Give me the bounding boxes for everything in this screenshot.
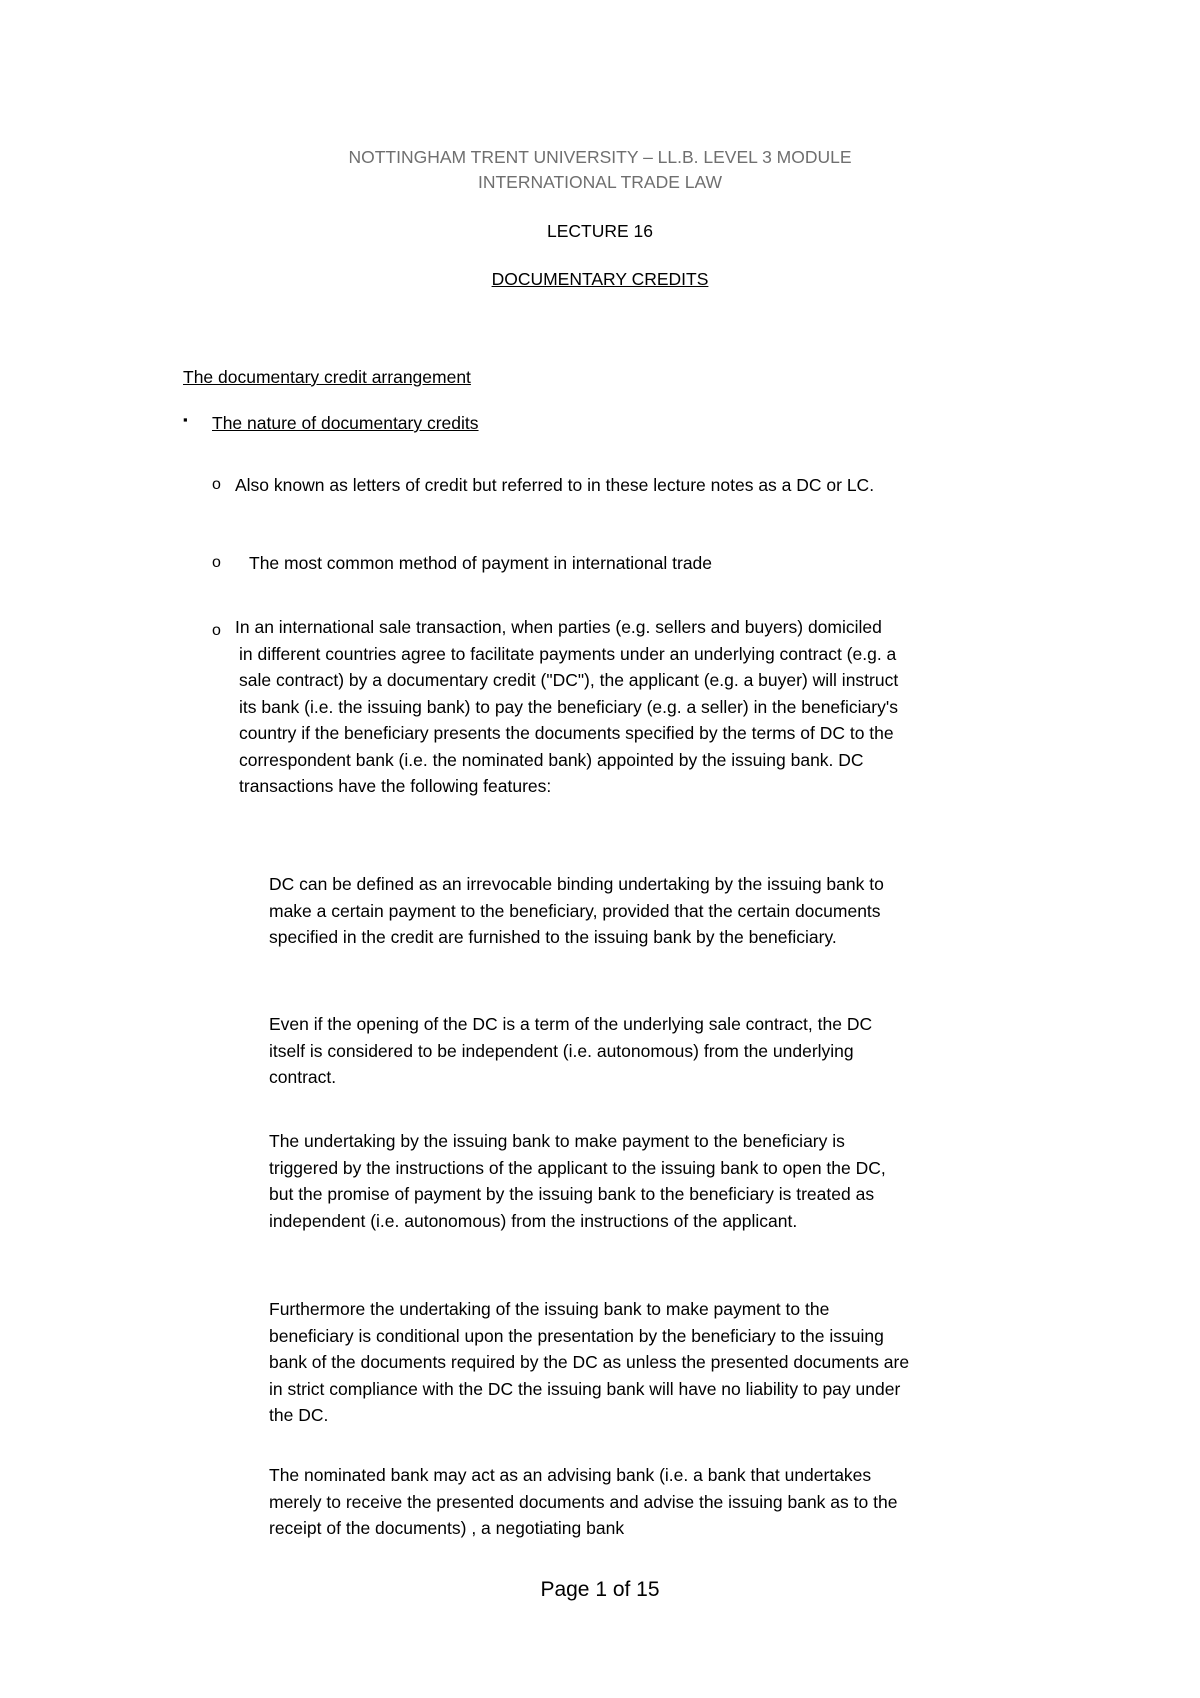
sub-item-3	[235, 614, 898, 800]
paragraph-line: beneficiary is conditional upon the presentation by the beneficiary to the issuing	[269, 1325, 884, 1346]
paragraph-line: The undertaking by the issuing bank to make payment to the beneficiary is	[269, 1131, 845, 1151]
paragraph-line: sale contract) by a documentary credit ("DC"), the applicant (e.g. a buyer) will instruct	[239, 670, 899, 690]
paragraph-line: In an international sale transaction, when parties (e.g. sellers and buyers) domiciled	[235, 617, 882, 637]
paragraph-line: but the promise of payment by the issuing bank to the beneficiary is treated as	[269, 1184, 875, 1204]
section-heading: The documentary credit arrangement	[183, 367, 471, 387]
feature-paragraph-3	[269, 1128, 886, 1234]
paragraph-line: make a certain payment to the beneficiary, provided that the certain documents	[269, 900, 881, 921]
document-title: DOCUMENTARY CREDITS	[491, 269, 709, 289]
paragraph-line: country if the beneficiary presents the documents specified by the terms of DC to the	[239, 723, 894, 743]
sub-bullet-icon: o	[212, 476, 221, 493]
paragraph-line: in different countries agree to facilitate payments under an underlying contract (e.g. a	[239, 643, 897, 664]
feature-paragraph-1	[269, 871, 884, 951]
sub-item-2: The most common method of payment in international trade	[249, 553, 713, 573]
paragraph-line: in strict compliance with the DC the issuing bank will have no liability to pay under	[269, 1378, 901, 1399]
header-line-1: NOTTINGHAM TRENT UNIVERSITY – LL.B. LEVEL 3 MODULE	[348, 147, 852, 167]
paragraph-line: itself is considered to be independent (i.e. autonomous) from the underlying	[269, 1040, 854, 1061]
sub-bullet-icon: o	[212, 622, 221, 639]
paragraph-line: DC can be defined as an irrevocable binding undertaking by the issuing bank to	[269, 874, 884, 894]
paragraph-line: specified in the credit are furnished to the issuing bank by the beneficiary.	[269, 927, 837, 947]
lecture-number: LECTURE 16	[546, 221, 653, 241]
feature-paragraph-5	[269, 1462, 897, 1542]
paragraph-line: Even if the opening of the DC is a term of the underlying sale contract, the DC	[269, 1014, 873, 1034]
page-number: Page 1 of 15	[540, 1578, 660, 1601]
header-line-2: INTERNATIONAL TRADE LAW	[477, 172, 723, 192]
paragraph-line: its bank (i.e. the issuing bank) to pay the beneficiary (e.g. a seller) in the beneficiary's	[239, 696, 898, 717]
feature-paragraph-4	[269, 1296, 909, 1429]
paragraph-line: contract.	[269, 1067, 337, 1087]
paragraph-line: correspondent bank (i.e. the nominated bank) appointed by the issuing bank. DC	[239, 749, 864, 770]
paragraph-line: bank of the documents required by the DC as unless the presented documents are	[269, 1352, 910, 1372]
paragraph-line: transactions have the following features:	[239, 776, 552, 796]
sub-item-1: Also known as letters of credit but referred to in these lecture notes as a DC or LC.	[235, 475, 875, 495]
sub-bullet-icon: o	[212, 554, 221, 571]
bullet-heading: The nature of documentary credits	[212, 413, 479, 433]
paragraph-line: receipt of the documents) , a negotiating bank	[269, 1518, 625, 1538]
paragraph-line: triggered by the instructions of the applicant to the issuing bank to open the DC,	[269, 1157, 886, 1178]
paragraph-line: independent (i.e. autonomous) from the instructions of the applicant.	[269, 1210, 798, 1231]
feature-paragraph-2	[269, 1011, 872, 1091]
paragraph-line: The nominated bank may act as an advising bank (i.e. a bank that undertakes	[269, 1465, 872, 1485]
paragraph-line: merely to receive the presented documents and advise the issuing bank as to the	[269, 1491, 898, 1512]
paragraph-line: Furthermore the undertaking of the issuing bank to make payment to the	[269, 1299, 830, 1319]
square-bullet-icon: ▪	[183, 412, 188, 427]
paragraph-line: the DC.	[269, 1405, 329, 1425]
